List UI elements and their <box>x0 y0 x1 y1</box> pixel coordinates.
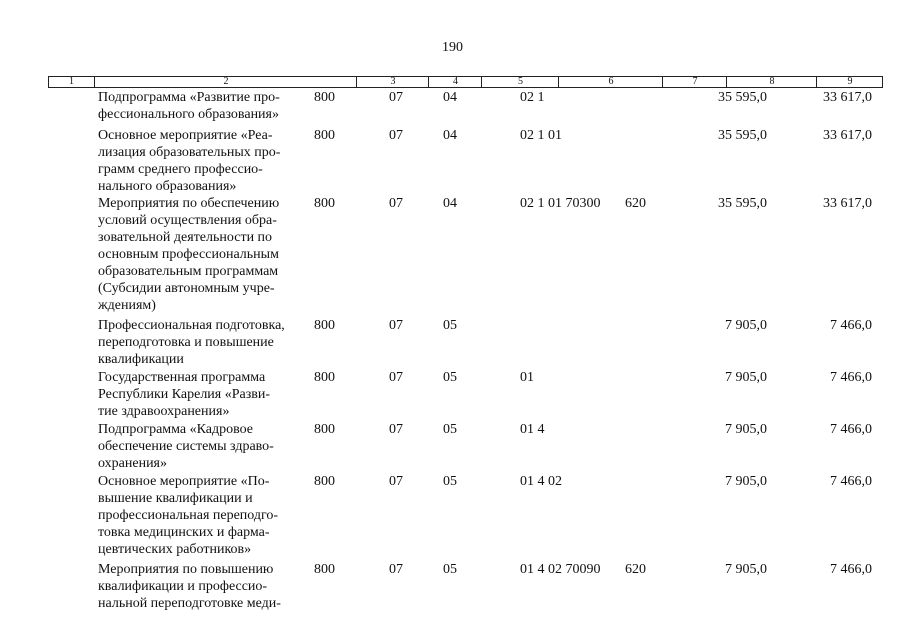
cell-c5: 05 <box>443 370 457 385</box>
row-name-line: нальной переподготовке меди- <box>98 596 281 611</box>
row-name-line: (Субсидии автономным учре- <box>98 281 275 296</box>
cell-c3: 800 <box>314 370 335 385</box>
header-col-1: 1 <box>69 76 74 87</box>
cell-c6: 01 4 02 70090 <box>520 562 601 577</box>
row-name-line: Подпрограмма «Кадровое <box>98 422 254 437</box>
cell-c8: 7 905,0 <box>725 422 767 437</box>
cell-c4: 07 <box>389 370 403 385</box>
cell-c9: 7 466,0 <box>830 370 872 385</box>
row-name-line: цевтических работников» <box>98 542 252 557</box>
row-name-line: лизация образовательных про- <box>98 145 281 160</box>
cell-c5: 04 <box>443 196 457 211</box>
cell-c8: 35 595,0 <box>718 128 767 143</box>
cell-c4: 07 <box>389 562 403 577</box>
cell-c5: 05 <box>443 422 457 437</box>
cell-c8: 35 595,0 <box>718 196 767 211</box>
row-name <box>98 195 308 314</box>
cell-c4: 07 <box>389 318 403 333</box>
row-name <box>98 473 308 558</box>
header-col-3: 3 <box>356 77 429 87</box>
row-name-line: Основное мероприятие «По- <box>98 474 270 489</box>
cell-c7: 620 <box>625 196 646 211</box>
cell-c3: 800 <box>314 90 335 105</box>
cell-c8: 7 905,0 <box>725 370 767 385</box>
cell-c8: 7 905,0 <box>725 318 767 333</box>
row-name <box>98 89 308 123</box>
cell-c9: 33 617,0 <box>823 128 872 143</box>
row-name-line: фессионального образования» <box>98 107 279 122</box>
cell-c9: 7 466,0 <box>830 318 872 333</box>
cell-c3: 800 <box>314 318 335 333</box>
row-name-line: нального образования» <box>98 179 237 194</box>
row-name-line: грамм среднего профессио- <box>98 162 263 177</box>
header-col-5: 5 <box>481 77 559 87</box>
row-name-line: образовательным программам <box>98 264 279 279</box>
header-col-8: 8 <box>726 77 817 87</box>
cell-c7: 620 <box>625 562 646 577</box>
cell-c3: 800 <box>314 196 335 211</box>
row-name-line: Профессиональная подготовка, <box>98 318 285 333</box>
row-name-line: товка медицинских и фарма- <box>98 525 270 540</box>
row-name-line: обеспечение системы здраво- <box>98 439 274 454</box>
cell-c9: 33 617,0 <box>823 196 872 211</box>
cell-c3: 800 <box>314 474 335 489</box>
row-name-line: профессиональная переподго- <box>98 508 279 523</box>
row-name-line: тие здравоохранения» <box>98 404 230 419</box>
row-name-line: зовательной деятельности по <box>98 230 273 245</box>
cell-c5: 05 <box>443 318 457 333</box>
row-name-line: вышение квалификации и <box>98 491 253 506</box>
table-header <box>48 76 883 88</box>
cell-c6: 02 1 01 70300 <box>520 196 601 211</box>
cell-c4: 07 <box>389 90 403 105</box>
cell-c6: 02 1 01 <box>520 128 562 143</box>
cell-c4: 07 <box>389 196 403 211</box>
header-col-2: 2 <box>94 77 357 87</box>
row-name-line: охранения» <box>98 456 167 471</box>
row-name-line: условий осуществления обра- <box>98 213 277 228</box>
row-name-line: квалификации <box>98 352 184 367</box>
row-name <box>98 369 308 420</box>
cell-c9: 7 466,0 <box>830 422 872 437</box>
cell-c5: 05 <box>443 474 457 489</box>
header-col-6: 6 <box>558 77 663 87</box>
cell-c3: 800 <box>314 562 335 577</box>
cell-c5: 04 <box>443 90 457 105</box>
cell-c3: 800 <box>314 422 335 437</box>
row-name-line: Подпрограмма «Развитие про- <box>98 90 280 105</box>
cell-c5: 04 <box>443 128 457 143</box>
row-name-line: переподготовка и повышение <box>98 335 274 350</box>
row-name <box>98 561 308 612</box>
cell-c3: 800 <box>314 128 335 143</box>
row-name-line: ждениям) <box>98 298 156 313</box>
cell-c4: 07 <box>389 422 403 437</box>
cell-c4: 07 <box>389 128 403 143</box>
row-name-line: квалификации и профессио- <box>98 579 268 594</box>
row-name-line: Мероприятия по обеспечению <box>98 196 280 211</box>
row-name-line: Основное мероприятие «Реа- <box>98 128 273 143</box>
header-col-4: 4 <box>428 77 482 87</box>
row-name-line: Республики Карелия «Разви- <box>98 387 271 402</box>
cell-c8: 35 595,0 <box>718 90 767 105</box>
cell-c8: 7 905,0 <box>725 474 767 489</box>
cell-c6: 01 4 <box>520 422 545 437</box>
row-name-line: Государственная программа <box>98 370 266 385</box>
cell-c6: 01 <box>520 370 534 385</box>
cell-c9: 7 466,0 <box>830 474 872 489</box>
cell-c4: 07 <box>389 474 403 489</box>
page-number: 190 <box>442 40 463 55</box>
row-name <box>98 317 308 368</box>
cell-c6: 01 4 02 <box>520 474 562 489</box>
row-name <box>98 421 308 472</box>
header-col-7: 7 <box>662 77 727 87</box>
cell-c9: 7 466,0 <box>830 562 872 577</box>
row-name-line: Мероприятия по повышению <box>98 562 274 577</box>
row-name <box>98 127 308 195</box>
cell-c5: 05 <box>443 562 457 577</box>
cell-c6: 02 1 <box>520 90 545 105</box>
cell-c8: 7 905,0 <box>725 562 767 577</box>
row-name-line: основным профессиональным <box>98 247 279 262</box>
header-col-9: 9 <box>816 77 883 87</box>
cell-c9: 33 617,0 <box>823 90 872 105</box>
